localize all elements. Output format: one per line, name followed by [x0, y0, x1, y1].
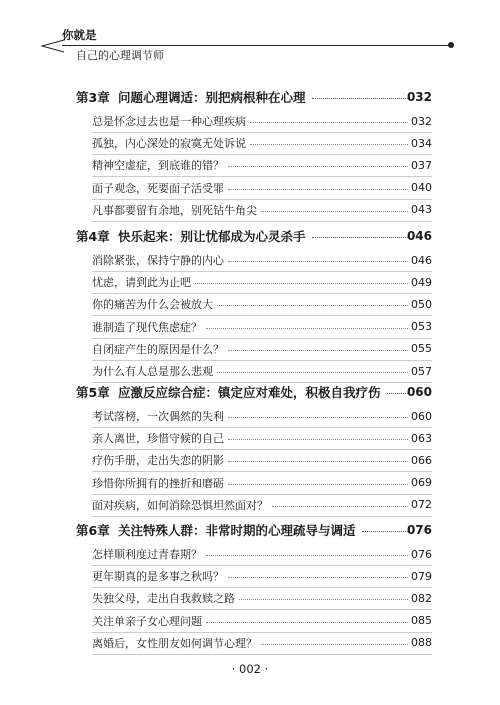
toc-entry[interactable] [0, 451, 500, 469]
entry-title: 面对疾病，如何消除恐惧坦然面对？ [92, 498, 268, 512]
chapter-number: 第3章 [76, 90, 110, 105]
entry-title: 怎样顺利度过青春期？ [92, 548, 202, 561]
toc-entry[interactable] [0, 156, 500, 174]
entry-rule [92, 516, 432, 517]
entry-page: 057 [411, 364, 432, 378]
dot-leader [228, 166, 408, 167]
chapter-number: 第4章 [76, 229, 110, 244]
toc-entry[interactable] [0, 567, 500, 585]
chapter-title: 问题心理调适：别把病根种在心理 [118, 90, 306, 105]
dot-leader [228, 484, 408, 485]
entry-rule [92, 654, 432, 655]
chapter-number: 第5章 [76, 385, 110, 400]
entry-page: 072 [411, 498, 432, 512]
chapter-heading[interactable] [0, 383, 500, 401]
entry-rule [92, 199, 432, 200]
entry-rule [92, 338, 432, 339]
header-rule [62, 45, 450, 46]
entry-page: 040 [411, 181, 432, 195]
entry-rule [92, 632, 432, 633]
entry-rule [92, 293, 432, 294]
dot-leader [228, 350, 408, 351]
dot-leader [228, 461, 408, 462]
chapter-page: 032 [406, 90, 432, 104]
dot-leader [217, 372, 408, 373]
toc-entry[interactable] [0, 362, 500, 380]
dot-leader [206, 555, 408, 556]
header-title: 你就是 [62, 28, 97, 42]
entry-page: 034 [411, 136, 432, 150]
entry-page: 066 [411, 453, 432, 467]
entry-title: 珍惜你所拥有的挫折和磨砺 [92, 476, 224, 490]
entry-title: 总是怀念过去也是一种心理疾病 [92, 115, 246, 128]
dot-leader [387, 393, 408, 394]
entry-title: 精神空虚症，到底谁的错？ [92, 159, 224, 173]
entry-page: 085 [411, 614, 432, 628]
entry-title: 面子观念，死要面子活受罪 [92, 181, 224, 195]
entry-title: 自闭症产生的原因是什么？ [92, 342, 224, 356]
entry-rule [92, 176, 432, 177]
header-dot [448, 42, 454, 48]
entry-page: 088 [411, 636, 432, 650]
toc-entry[interactable] [0, 545, 500, 563]
dot-leader [312, 98, 408, 99]
chapter-title: 快乐起来：别让忧郁成为心灵杀手 [118, 229, 306, 244]
entry-rule [92, 449, 432, 450]
dot-leader [206, 622, 408, 623]
toc-entry[interactable] [0, 134, 500, 152]
entry-title: 更年期真的是多事之秋吗？ [92, 570, 224, 584]
entry-title: 失独父母，走出自我救赎之路 [92, 592, 235, 606]
dot-leader [239, 599, 408, 600]
running-header [0, 0, 500, 60]
dot-leader [362, 531, 408, 532]
entry-rule [92, 587, 432, 588]
toc-entry[interactable] [0, 589, 500, 607]
toc-entry[interactable] [0, 273, 500, 291]
entry-title: 为什么有人总是那么悲观 [92, 365, 213, 378]
toc-entry[interactable] [0, 496, 500, 514]
entry-rule [92, 132, 432, 133]
dot-leader [261, 211, 408, 212]
toc-entry[interactable] [0, 251, 500, 269]
entry-page: 053 [411, 320, 432, 334]
toc-entry[interactable] [0, 429, 500, 447]
chapter-heading[interactable] [0, 521, 500, 539]
chapter-title: 关注特殊人群：非常时期的心理疏导与调适 [118, 523, 356, 538]
page-number: · 002 · [231, 662, 269, 676]
dot-leader [250, 122, 408, 123]
toc-entry[interactable] [0, 179, 500, 197]
entry-title: 疗伤手册，走出失恋的阴影 [92, 454, 224, 468]
entry-title: 忧虑，请到此为止吧 [92, 276, 191, 290]
entry-page: 060 [411, 409, 432, 423]
entry-title: 谁制造了现代焦虑症？ [92, 320, 202, 334]
entry-rule [92, 315, 432, 316]
dot-leader [228, 189, 408, 190]
chapter-page: 060 [406, 385, 432, 399]
entry-title: 消除紧张，保持宁静的内心 [92, 254, 224, 267]
entry-page: 046 [411, 253, 432, 267]
entry-title: 凡事都要留有余地，别死钻牛角尖 [92, 203, 257, 217]
entry-rule [92, 494, 432, 495]
entry-title: 亲人离世，珍惜守候的自己 [92, 432, 224, 446]
toc-entry[interactable] [0, 474, 500, 492]
entry-page: 069 [411, 476, 432, 490]
entry-page: 082 [411, 591, 432, 605]
entry-page: 043 [411, 203, 432, 217]
dot-leader [261, 644, 408, 645]
entry-rule [92, 609, 432, 610]
chapter-title: 应激反应综合症：镇定应对难处，积极自我疗伤 [118, 385, 381, 400]
dot-leader [250, 144, 408, 145]
header-subtitle: 自己的心理调节师 [76, 49, 164, 62]
entry-page: 032 [411, 114, 432, 128]
dot-leader [217, 305, 408, 306]
entry-page: 079 [411, 569, 432, 583]
dot-leader [228, 417, 408, 418]
entry-page: 055 [411, 342, 432, 356]
entry-page: 049 [411, 275, 432, 289]
dot-leader [195, 283, 408, 284]
dot-leader [228, 577, 408, 578]
entry-title: 你的痛苦为什么会被放大 [92, 298, 213, 312]
toc-entry[interactable] [0, 318, 500, 336]
entry-rule [92, 154, 432, 155]
chapter-heading[interactable] [0, 88, 500, 106]
entry-page: 050 [411, 297, 432, 311]
entry-title: 离婚后，女性朋友如何调节心理？ [92, 636, 257, 650]
entry-title: 考试落榜，一次偶然的失利 [92, 410, 224, 423]
toc-entry[interactable] [0, 634, 500, 652]
dot-leader [228, 261, 408, 262]
dot-leader [272, 506, 408, 507]
toc-entry[interactable] [0, 295, 500, 313]
entry-rule [92, 221, 432, 222]
toc-entry[interactable] [0, 612, 500, 630]
entry-title: 孤独，内心深处的寂寞无处诉说 [92, 137, 246, 151]
entry-rule [92, 427, 432, 428]
chapter-page: 046 [406, 229, 432, 243]
chapter-page: 076 [406, 523, 432, 537]
entry-page: 076 [411, 547, 432, 561]
entry-title: 关注单亲子女心理问题 [92, 614, 202, 628]
entry-rule [92, 271, 432, 272]
entry-page: 063 [411, 431, 432, 445]
chapter-number: 第6章 [76, 523, 110, 538]
toc-entry[interactable] [0, 112, 500, 130]
entry-rule [92, 471, 432, 472]
entry-rule [92, 565, 432, 566]
dot-leader [228, 439, 408, 440]
entry-page: 037 [411, 158, 432, 172]
dot-leader [206, 328, 408, 329]
dot-leader [312, 237, 408, 238]
toc-entry[interactable] [0, 340, 500, 358]
toc-entry[interactable] [0, 407, 500, 425]
chapter-heading[interactable] [0, 227, 500, 245]
toc-entry[interactable] [0, 201, 500, 219]
entry-rule [92, 360, 432, 361]
